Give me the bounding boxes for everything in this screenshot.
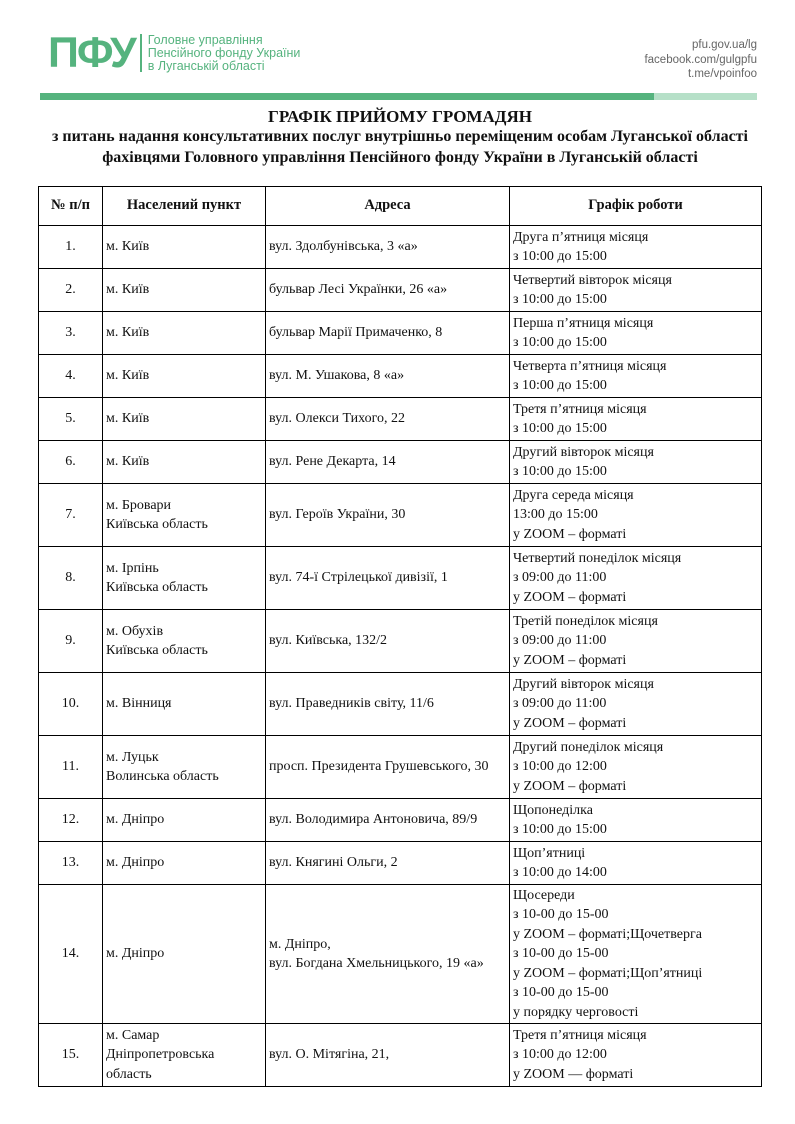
place-cell-line: Київська область	[106, 643, 208, 658]
schedule-cell-line: у ZOOM — форматі	[513, 1066, 634, 1082]
place-cell-line: м. Обухів	[106, 623, 164, 639]
logo-mark: ПФУ	[48, 29, 135, 77]
address-cell	[266, 355, 510, 398]
row-number: 3.	[39, 312, 103, 355]
table-row	[39, 226, 762, 269]
place-cell-line: область	[106, 1066, 152, 1082]
logo-text	[148, 34, 301, 73]
schedule-cell	[510, 398, 762, 441]
row-number: 8.	[39, 547, 103, 610]
schedule-cell	[510, 799, 762, 842]
place-cell-line: м. Київ	[106, 411, 150, 427]
table-row	[39, 799, 762, 842]
address-cell	[266, 484, 510, 547]
header-band	[40, 93, 654, 100]
address-cell-line: вул. М. Ушакова, 8 «а»	[269, 368, 405, 384]
schedule-cell-line: у ZOOM – форматі	[513, 589, 627, 605]
row-number: 2.	[39, 269, 103, 312]
place-cell-line: м. Київ	[106, 368, 150, 384]
address-cell-line: вул. Праведників світу, 11/6	[269, 696, 434, 712]
schedule-cell	[510, 885, 762, 1024]
header-schedule: Графік роботи	[510, 187, 762, 226]
schedule-cell-line: Третя п’ятниця місяця	[513, 1027, 647, 1043]
schedule-cell-line: Четвертий вівторок місяця	[513, 272, 672, 288]
schedule-cell-line: з 10:00 до 15:00	[513, 249, 607, 264]
schedule-cell-line: з 09:00 до 11:00	[513, 696, 607, 712]
row-number: 10.	[39, 673, 103, 736]
schedule-cell-line: у ZOOM – форматі;Щочетверга	[513, 926, 702, 942]
place-cell	[103, 885, 266, 1024]
address-cell-line: вул. Княгині Ольги, 2	[269, 855, 398, 871]
schedule-cell	[510, 673, 762, 736]
table-row	[39, 398, 762, 441]
place-cell	[103, 736, 266, 799]
table-row	[39, 1024, 762, 1087]
schedule-cell-line: з 10-00 до 15-00	[513, 985, 609, 1001]
schedule-cell-line: з 10:00 до 15:00	[513, 822, 607, 837]
schedule-cell-line: Другий вівторок місяця	[513, 444, 654, 460]
row-number: 7.	[39, 484, 103, 547]
schedule-cell-line: з 10:00 до 15:00	[513, 292, 607, 307]
place-cell-line: м. Дніпро	[106, 812, 165, 828]
schedule-cell-line: Щоп’ятниці	[513, 845, 586, 861]
schedule-cell-line: з 10:00 до 12:00	[513, 759, 607, 775]
schedule-cell-line: у ZOOM – форматі	[513, 526, 627, 542]
schedule-cell-line: з 09:00 до 11:00	[513, 570, 607, 586]
address-cell	[266, 547, 510, 610]
table-row	[39, 736, 762, 799]
place-cell-line: м. Вінниця	[106, 696, 172, 712]
table-row	[39, 441, 762, 484]
address-cell-line: бульвар Марії Примаченко, 8	[269, 325, 443, 341]
address-cell-line: м. Дніпро,	[269, 936, 331, 952]
schedule-cell	[510, 1024, 762, 1087]
schedule-cell	[510, 736, 762, 799]
table-row	[39, 885, 762, 1024]
row-number: 4.	[39, 355, 103, 398]
place-cell	[103, 484, 266, 547]
address-cell	[266, 736, 510, 799]
place-cell-line: м. Київ	[106, 282, 150, 298]
address-cell-line: просп. Президента Грушевського, 30	[269, 759, 489, 775]
row-number: 5.	[39, 398, 103, 441]
logo-divider	[140, 34, 142, 72]
document-subtitle: з питань надання консультативних послуг внутрішньо переміщеним особам Луганської області фахівцями Головного управління Пенсійного фонду України в Луганській області	[52, 128, 748, 166]
place-cell	[103, 355, 266, 398]
address-cell	[266, 269, 510, 312]
place-cell-line: Київська область	[106, 517, 208, 532]
facebook-link[interactable]: facebook.com/gulgpfu	[644, 53, 757, 66]
address-cell-line: бульвар Лесі Українки, 26 «а»	[269, 282, 448, 298]
header-band-light	[654, 93, 757, 100]
address-cell	[266, 673, 510, 736]
schedule-cell	[510, 842, 762, 885]
schedule-cell-line: Четверта п’ятниця місяця	[513, 358, 667, 374]
schedule-cell	[510, 441, 762, 484]
logo-line: Пенсійного фонду України	[147, 45, 301, 60]
table-row	[39, 484, 762, 547]
schedule-cell-line: у ZOOM – форматі	[513, 652, 627, 668]
address-cell	[266, 610, 510, 673]
place-cell	[103, 842, 266, 885]
place-cell-line: м. Бровари	[106, 497, 172, 513]
header-address: Адреса	[266, 187, 510, 226]
document-title: ГРАФІК ПРИЙОМУ ГРОМАДЯН	[268, 107, 532, 126]
place-cell	[103, 441, 266, 484]
schedule-cell-line: Четвертий понеділок місяця	[513, 550, 682, 566]
place-cell-line: м. Дніпро	[106, 855, 165, 871]
place-cell	[103, 269, 266, 312]
schedule-cell-line: з 10:00 до 15:00	[513, 335, 607, 350]
schedule-cell-line: з 10-00 до 15-00	[513, 946, 609, 962]
schedule-cell-line: Друга середа місяця	[513, 487, 634, 503]
address-cell-line: вул. Олекси Тихого, 22	[269, 411, 406, 427]
schedule-table	[38, 186, 762, 1087]
schedule-cell-line: у ZOOM – форматі;Щоп’ятниці	[513, 965, 703, 981]
schedule-cell	[510, 269, 762, 312]
table-body	[39, 226, 762, 1087]
schedule-cell-line: з 09:00 до 11:00	[513, 633, 607, 649]
schedule-cell-line: Третій понеділок місяця	[513, 613, 658, 629]
address-cell	[266, 312, 510, 355]
logo-line: Головне управління	[147, 32, 263, 47]
row-number: 11.	[39, 736, 103, 799]
schedule-cell	[510, 610, 762, 673]
contacts	[644, 38, 757, 82]
header-place: Населений пункт	[103, 187, 266, 226]
place-cell-line: Дніпропетровська	[106, 1047, 215, 1063]
schedule-cell	[510, 355, 762, 398]
place-cell-line: Київська область	[106, 580, 208, 595]
page-header	[0, 0, 795, 100]
row-number: 1.	[39, 226, 103, 269]
table-row	[39, 842, 762, 885]
website-link[interactable]: pfu.gov.ua/lg	[691, 39, 757, 51]
row-number: 13.	[39, 842, 103, 885]
address-cell-line: вул. О. Мітягіна, 21,	[269, 1047, 390, 1063]
address-cell-line: вул. 74-ї Стрілецької дивізії, 1	[269, 570, 448, 586]
address-cell	[266, 1024, 510, 1087]
schedule-cell	[510, 226, 762, 269]
table-row	[39, 355, 762, 398]
address-cell-line: вул. Богдана Хмельницького, 19 «а»	[269, 956, 484, 971]
schedule-cell-line: Другий вівторок місяця	[513, 676, 654, 692]
header-number: № п/п	[39, 187, 103, 226]
schedule-cell-line: з 10:00 до 15:00	[513, 378, 607, 393]
row-number: 15.	[39, 1024, 103, 1087]
row-number: 14.	[39, 885, 103, 1024]
place-cell	[103, 1024, 266, 1087]
table-header-row	[39, 187, 762, 226]
schedule-cell-line: з 10:00 до 15:00	[513, 464, 607, 479]
place-cell-line: м. Київ	[106, 325, 150, 341]
schedule-cell-line: з 10:00 до 15:00	[513, 421, 607, 436]
table-row	[39, 312, 762, 355]
place-cell	[103, 226, 266, 269]
schedule-cell-line: у ZOOM – форматі	[513, 778, 627, 794]
place-cell-line: м. Київ	[106, 239, 150, 255]
table-row	[39, 610, 762, 673]
address-cell	[266, 441, 510, 484]
address-cell	[266, 885, 510, 1024]
schedule-cell-line: Перша п’ятниця місяця	[513, 315, 654, 331]
place-cell	[103, 312, 266, 355]
schedule-cell-line: з 10:00 до 12:00	[513, 1047, 607, 1063]
place-cell-line: м. Дніпро	[106, 946, 165, 962]
address-cell-line: вул. Героїв України, 30	[269, 507, 406, 523]
schedule-cell-line: Щопонеділка	[513, 802, 593, 818]
logo-line: в Луганській області	[147, 58, 265, 73]
address-cell-line: вул. Здолбунівська, 3 «а»	[269, 239, 418, 255]
schedule-cell-line: з 10:00 до 14:00	[513, 865, 607, 880]
schedule-cell-line: Третя п’ятниця місяця	[513, 401, 647, 417]
place-cell	[103, 673, 266, 736]
row-number: 9.	[39, 610, 103, 673]
table-row	[39, 673, 762, 736]
address-cell-line: вул. Володимира Антоновича, 89/9	[269, 812, 478, 828]
schedule-cell-line: Другий понеділок місяця	[513, 739, 664, 755]
pfu-logo	[48, 31, 300, 75]
schedule-cell-line: у порядку черговості	[513, 1004, 639, 1020]
schedule-cell-line: у ZOOM – форматі	[513, 715, 627, 731]
place-cell-line: м. Ірпінь	[106, 560, 159, 576]
address-cell	[266, 226, 510, 269]
address-cell	[266, 799, 510, 842]
table-row	[39, 547, 762, 610]
schedule-cell-line: Друга п’ятниця місяця	[513, 229, 649, 245]
schedule-cell	[510, 312, 762, 355]
place-cell-line: м. Київ	[106, 454, 150, 470]
place-cell	[103, 547, 266, 610]
schedule-cell	[510, 484, 762, 547]
place-cell	[103, 799, 266, 842]
address-cell	[266, 842, 510, 885]
table-row	[39, 269, 762, 312]
address-cell	[266, 398, 510, 441]
place-cell	[103, 610, 266, 673]
place-cell-line: Волинська область	[106, 769, 219, 784]
schedule-cell-line: 13:00 до 15:00	[513, 507, 598, 523]
address-cell-line: вул. Рене Декарта, 14	[269, 454, 396, 470]
place-cell	[103, 398, 266, 441]
row-number: 6.	[39, 441, 103, 484]
row-number: 12.	[39, 799, 103, 842]
schedule-cell	[510, 547, 762, 610]
address-cell-line: вул. Київська, 132/2	[269, 633, 388, 649]
place-cell-line: м. Луцьк	[106, 749, 159, 765]
schedule-cell-line: з 10-00 до 15-00	[513, 907, 609, 923]
telegram-link[interactable]: t.me/vpoinfoo	[687, 68, 757, 80]
schedule-cell-line: Щосереди	[513, 888, 575, 904]
place-cell-line: м. Самар	[106, 1027, 160, 1043]
